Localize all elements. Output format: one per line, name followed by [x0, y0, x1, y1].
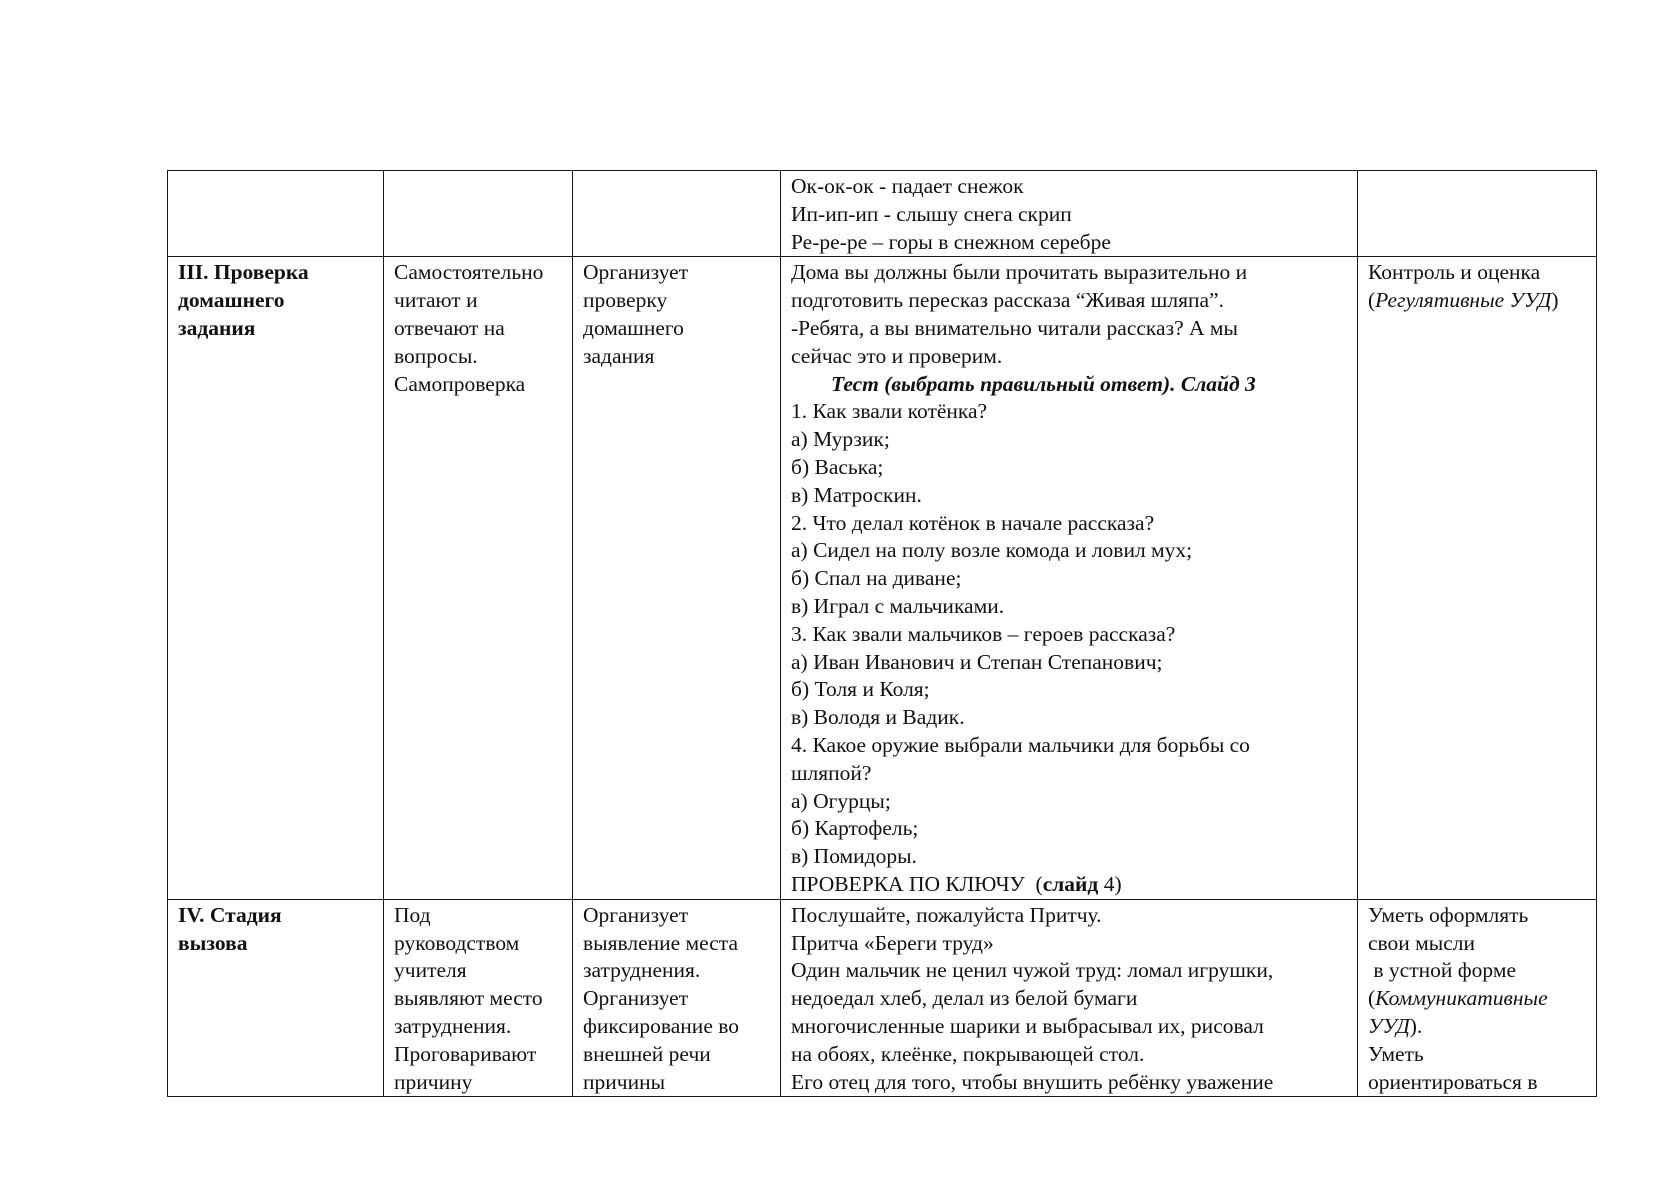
- test-line: а) Огурцы;: [791, 788, 891, 813]
- lesson-plan-table: [167, 170, 1597, 1097]
- uud-type: УУД: [1368, 1013, 1410, 1038]
- test-line: а) Сидел на полу возле комода и ловил мух;: [791, 538, 1193, 563]
- teacher-activity-line: проверку: [583, 288, 668, 313]
- content-line: -Ребята, а вы внимательно читали рассказ? А мы: [791, 315, 1238, 340]
- key-check-slide: слайд: [1042, 871, 1099, 896]
- test-line: шляпой?: [791, 760, 872, 785]
- key-check-line: [791, 871, 1357, 899]
- test-line: 4. Какое оружие выбрали мальчики для борьбы со: [791, 732, 1250, 757]
- teacher-activity-line: затруднения.: [583, 958, 701, 983]
- teacher-activity-line: причины: [583, 1069, 666, 1094]
- students-cell-homework: [384, 257, 573, 899]
- students-cell-empty: [384, 171, 573, 257]
- test-line: 3. Как звали мальчиков – героев рассказа?: [791, 621, 1176, 646]
- test-line: 1. Как звали котёнка?: [791, 399, 988, 424]
- content-cell-challenge: [781, 899, 1358, 1097]
- key-check-suffix: 4): [1098, 871, 1122, 896]
- stage-cell-challenge: [168, 899, 384, 1097]
- table-row-homework: [168, 257, 1597, 899]
- stage-title-line: задания: [178, 315, 256, 340]
- uud-paren-open: (: [1368, 986, 1376, 1011]
- test-line: в) Помидоры.: [791, 844, 917, 869]
- test-line: в) Матроскин.: [791, 482, 922, 507]
- content-line: Дома вы должны были прочитать выразительно и: [791, 260, 1248, 285]
- test-line: в) Володя и Вадик.: [791, 705, 965, 730]
- rhyme-line: Ок-ок-ок - падает снежок: [791, 174, 1024, 198]
- uud-paren-open: (: [1368, 288, 1376, 313]
- test-line: б) Спал на диване;: [791, 566, 962, 591]
- teacher-activity-line: выявление места: [583, 930, 738, 955]
- uud-line: Контроль и оценка: [1368, 260, 1541, 285]
- uud-line: ориентироваться в: [1368, 1069, 1538, 1094]
- uud-line: в устной форме: [1368, 958, 1516, 983]
- teacher-activity-line: задания: [583, 343, 655, 368]
- students-activity-line: выявляют место: [394, 986, 543, 1011]
- stage-title-line: вызова: [178, 930, 248, 955]
- teacher-activity-line: внешней речи: [583, 1041, 711, 1066]
- content-cell-rhyme: [781, 171, 1358, 257]
- students-activity-line: причину: [394, 1069, 473, 1094]
- uud-cell-challenge: [1358, 899, 1597, 1097]
- content-line: Притча «Береги труд»: [791, 930, 994, 955]
- content-line: сейчас это и проверим.: [791, 343, 1003, 368]
- teacher-activity-line: фиксирование во: [583, 1013, 739, 1038]
- uud-line: Уметь: [1368, 1041, 1424, 1066]
- uud-line: свои мысли: [1368, 930, 1476, 955]
- students-activity-line: Проговаривают: [394, 1041, 537, 1066]
- content-line: Послушайте, пожалуйста Притчу.: [791, 902, 1102, 927]
- rhyme-line: Ре-ре-ре – горы в снежном серебре: [791, 229, 1111, 254]
- stage-title-line: домашнего: [178, 288, 285, 313]
- stage-title-line: III. Проверка: [178, 260, 309, 285]
- content-line: недоедал хлеб, делал из белой бумаги: [791, 986, 1138, 1011]
- students-activity-line: отвечают на: [394, 315, 505, 340]
- students-activity-line: учителя: [394, 958, 467, 983]
- students-activity-line: Самопроверка: [394, 371, 526, 396]
- content-cell-homework: [781, 257, 1358, 899]
- test-line: б) Васька;: [791, 454, 884, 479]
- uud-line: [1368, 985, 1596, 1013]
- teacher-activity-line: Организует: [583, 986, 689, 1011]
- test-line: в) Играл с мальчиками.: [791, 593, 1005, 618]
- stage-cell-empty: [168, 171, 384, 257]
- uud-line: [1368, 287, 1596, 315]
- uud-type: Регулятивные УУД: [1375, 288, 1552, 313]
- stage-title-line: IV. Стадия: [178, 902, 282, 927]
- students-activity-line: читают и: [394, 288, 478, 313]
- uud-cell-homework: [1358, 257, 1597, 899]
- content-line: на обоях, клеёнке, покрывающей стол.: [791, 1041, 1145, 1066]
- teacher-activity-line: Организует: [583, 902, 689, 927]
- students-activity-line: Под: [394, 902, 431, 927]
- teacher-cell-empty: [573, 171, 781, 257]
- test-line: а) Мурзик;: [791, 427, 890, 452]
- teacher-cell-homework: [573, 257, 781, 899]
- uud-line: [1368, 1013, 1596, 1041]
- uud-paren-close: ): [1551, 288, 1559, 313]
- test-line: б) Толя и Коля;: [791, 677, 930, 702]
- uud-paren-close: ).: [1409, 1013, 1423, 1038]
- table-row-challenge: [168, 899, 1597, 1097]
- students-activity-line: руководством: [394, 930, 520, 955]
- test-line: 2. Что делал котёнок в начале рассказа?: [791, 510, 1155, 535]
- content-line: Его отец для того, чтобы внушить ребёнку уважение: [791, 1069, 1274, 1094]
- stage-cell-homework: [168, 257, 384, 899]
- teacher-activity-line: домашнего: [583, 315, 684, 340]
- students-activity-line: затруднения.: [394, 1013, 512, 1038]
- content-line: многочисленные шарики и выбрасывал их, рисовал: [791, 1013, 1264, 1038]
- students-cell-challenge: [384, 899, 573, 1097]
- rhyme-line: Ип-ип-ип - слышу снега скрип: [791, 201, 1072, 226]
- students-activity-line: вопросы.: [394, 343, 478, 368]
- test-line: б) Картофель;: [791, 816, 919, 841]
- uud-line: Уметь оформлять: [1368, 902, 1529, 927]
- content-line: Один мальчик не ценил чужой труд: ломал игрушки,: [791, 958, 1274, 983]
- teacher-activity-line: Организует: [583, 260, 689, 285]
- test-line: а) Иван Иванович и Степан Степанович;: [791, 649, 1163, 674]
- content-line: подготовить пересказ рассказа “Живая шляпа”.: [791, 288, 1224, 313]
- uud-cell-empty: [1358, 171, 1597, 257]
- teacher-cell-challenge: [573, 899, 781, 1097]
- test-heading: Тест (выбрать правильный ответ). Слайд 3: [831, 371, 1256, 396]
- table-row-continuation: [168, 171, 1597, 257]
- uud-type: Коммуникативные: [1375, 986, 1548, 1011]
- students-activity-line: Самостоятельно: [394, 260, 544, 285]
- key-check-prefix: ПРОВЕРКА ПО КЛЮЧУ (: [791, 871, 1043, 896]
